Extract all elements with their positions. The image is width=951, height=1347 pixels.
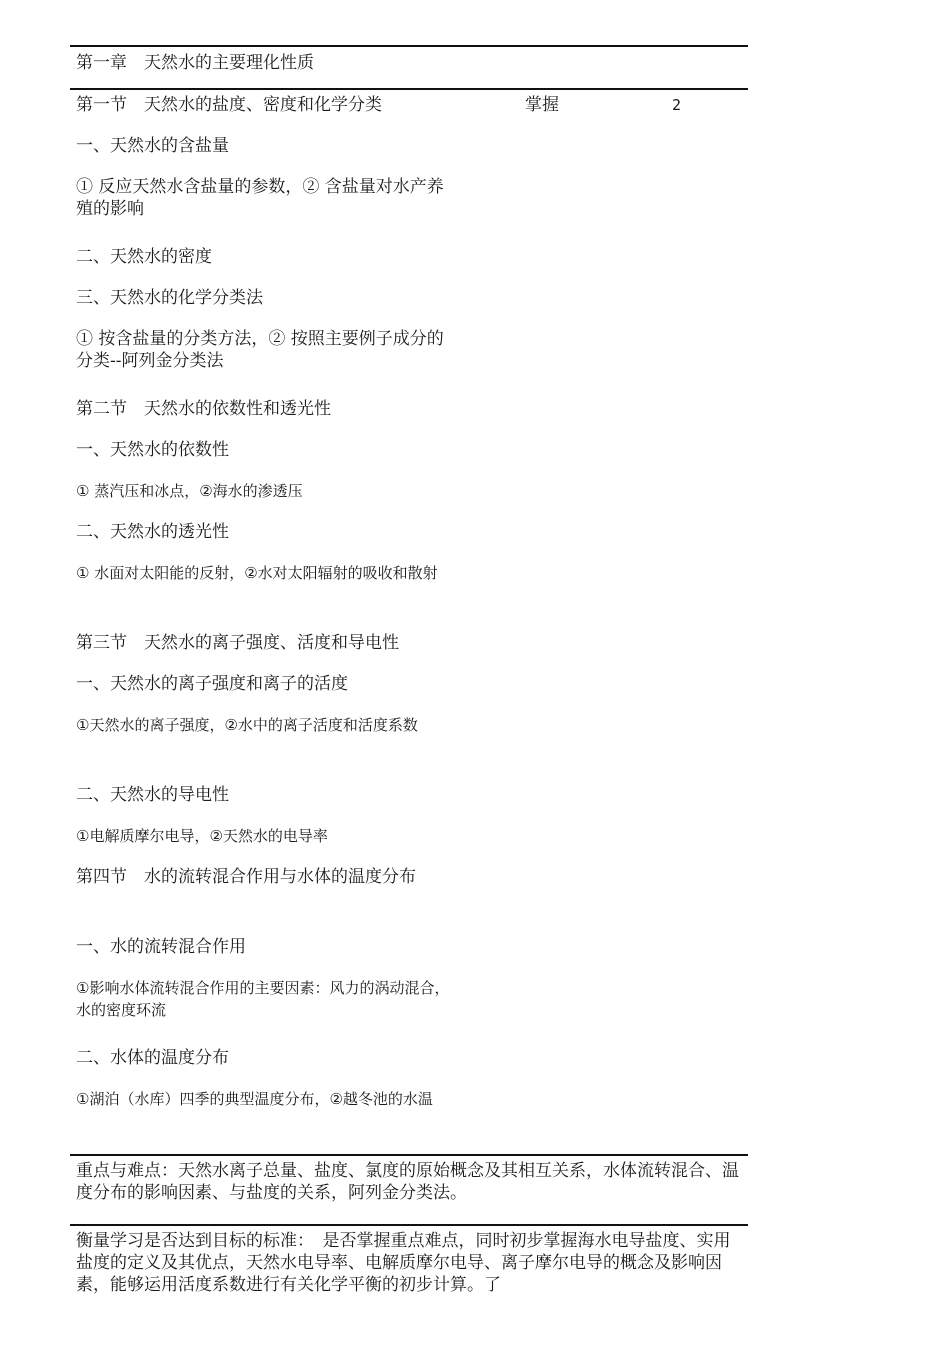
item-text: 一、水的流转混合作用 — [76, 937, 246, 957]
list-item — [70, 242, 748, 283]
list-item — [70, 435, 748, 476]
mastery-level: 掌握 — [525, 95, 559, 115]
list-item — [70, 710, 748, 780]
item-text: ① 反应天然水含盐量的参数，② 含盐量对水产养殖的影响 — [76, 177, 444, 219]
syllabus-page — [70, 45, 748, 1302]
list-item — [70, 932, 748, 973]
keypoints-paragraph: 重点与难点：天然水离子总量、盐度、氯度的原始概念及其相互关系，水体流转混合、温度分布的影响因素、与盐度的关系，阿列金分类法。 — [76, 1161, 739, 1203]
list-item — [70, 131, 748, 172]
item-text: ① 水面对太阳能的反射，②水对太阳辐射的吸收和散射 — [76, 564, 438, 582]
list-item — [70, 669, 748, 710]
section-title: 第三节 天然水的离子强度、活度和导电性 — [76, 633, 399, 653]
list-item — [70, 973, 748, 1043]
item-text: 二、天然水的密度 — [76, 247, 212, 267]
chapter-title: 第一章 天然水的主要理化性质 — [76, 53, 314, 73]
item-text: ①天然水的离子强度，②水中的离子活度和活度系数 — [76, 716, 418, 734]
list-item — [70, 1043, 748, 1084]
item-text: ①电解质摩尔电导，②天然水的电导率 — [76, 827, 328, 845]
standard-paragraph: 衡量学习是否达到目标的标准： 是否掌握重点难点，同时初步掌握海水电导盐度、实用盐度的定义及其优点，天然水电导率、电解质摩尔电导、离子摩尔电导的概念及影响因素，能够运用活度系数进行有关化学平衡的初步计算。了 — [76, 1231, 731, 1295]
item-text: ① 按含盐量的分类方法，② 按照主要例子成分的分类--阿列金分类法 — [76, 329, 444, 371]
section-row — [70, 862, 748, 932]
section-title: 第二节 天然水的依数性和透光性 — [76, 399, 331, 419]
list-item — [70, 1084, 748, 1154]
class-hours: 2 — [672, 96, 682, 114]
section-title: 第一节 天然水的盐度、密度和化学分类 — [76, 95, 382, 115]
section-row — [70, 394, 748, 435]
item-text: ①影响水体流转混合作用的主要因素：风力的涡动混合，水的密度环流 — [76, 979, 450, 1019]
item-text: ①湖泊（水库）四季的典型温度分布，②越冬池的水温 — [76, 1090, 433, 1108]
list-item — [70, 558, 748, 628]
section-row — [70, 628, 748, 669]
item-text: 一、天然水的依数性 — [76, 440, 229, 460]
list-item — [70, 821, 748, 862]
item-text: ① 蒸汽压和冰点，②海水的渗透压 — [76, 482, 303, 500]
item-text: 二、水体的温度分布 — [76, 1048, 229, 1068]
list-item — [70, 283, 748, 324]
section-title: 第四节 水的流转混合作用与水体的温度分布 — [76, 867, 416, 887]
item-text: 一、天然水的含盐量 — [76, 136, 229, 156]
item-text: 二、天然水的导电性 — [76, 785, 229, 805]
list-item — [70, 476, 748, 517]
section-row — [70, 90, 748, 131]
list-item — [70, 172, 748, 242]
item-text: 二、天然水的透光性 — [76, 522, 229, 542]
list-item — [70, 324, 748, 394]
list-item — [70, 780, 748, 821]
item-text: 三、天然水的化学分类法 — [76, 288, 263, 308]
item-text: 一、天然水的离子强度和离子的活度 — [76, 674, 348, 694]
list-item — [70, 517, 748, 558]
